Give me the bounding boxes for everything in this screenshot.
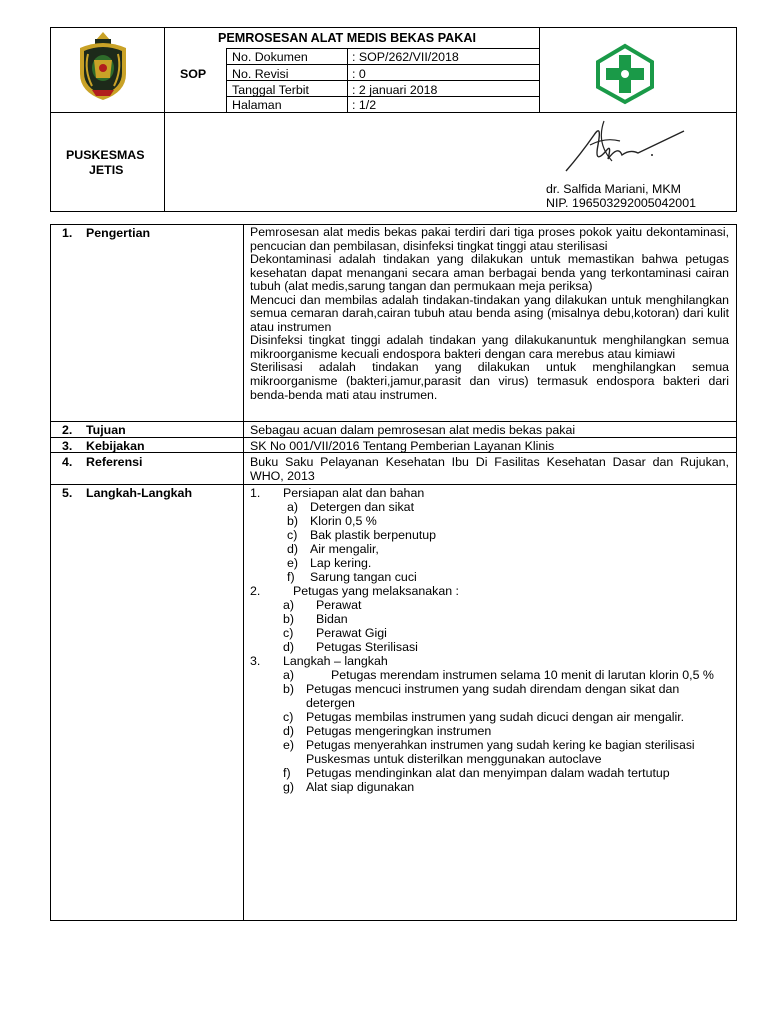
list-item-marker: d)	[287, 542, 299, 556]
document-title: PEMROSESAN ALAT MEDIS BEKAS PAKAI	[218, 31, 476, 45]
list-item-marker: f)	[283, 766, 291, 780]
list-item: Petugas mengeringkan instrumen	[306, 724, 492, 738]
step-number: 2.	[250, 584, 261, 598]
signer-name: dr. Salfida Mariani, MKM	[546, 182, 681, 196]
step-number: 3.	[250, 654, 261, 668]
section-num-referensi: 4.	[62, 455, 73, 469]
org-name-line2: JETIS	[89, 163, 124, 177]
list-item-marker: g)	[283, 780, 295, 794]
list-item-marker: a)	[283, 598, 295, 612]
list-item: Sarung tangan cuci	[310, 570, 417, 584]
pengertian-text	[250, 226, 729, 402]
yogyakarta-crest-icon	[74, 30, 132, 102]
list-item: Petugas merendam instrumen selama 10 menit di larutan klorin 0,5 %	[331, 668, 714, 682]
section-label-kebijakan: Kebijakan	[86, 439, 145, 453]
section-label-referensi: Referensi	[86, 455, 143, 469]
section-num-pengertian: 1.	[62, 226, 73, 240]
list-item-continued: Puskesmas untuk disterilkan menggunakan autoclave	[306, 752, 602, 766]
section-num-tujuan: 2.	[62, 423, 73, 437]
list-item: Petugas mendinginkan alat dan menyimpan dalam wadah tertutup	[306, 766, 670, 780]
step-number: 1.	[250, 486, 261, 500]
meta-value-dokumen: : SOP/262/VII/2018	[352, 50, 459, 64]
list-item: Perawat Gigi	[316, 626, 387, 640]
list-item: Perawat	[316, 598, 362, 612]
step-title: Petugas yang melaksanakan :	[293, 584, 460, 598]
section-num-kebijakan: 3.	[62, 439, 73, 453]
meta-value-tanggal: : 2 januari 2018	[352, 83, 438, 97]
list-item-marker: c)	[283, 626, 294, 640]
list-item: Klorin 0,5 %	[310, 514, 377, 528]
meta-value-revisi: : 0	[352, 67, 366, 81]
list-item: Alat siap digunakan	[306, 780, 415, 794]
list-item-marker: a)	[283, 668, 295, 682]
step-title: Langkah – langkah	[283, 654, 388, 668]
list-item: Petugas Sterilisasi	[316, 640, 418, 654]
pengertian-para: Dekontaminasi adalah tindakan yang dilakukan untuk memastikan bahwa petugas kesehatan dapat menangani secara aman berbagai benda yang terkontaminasi cairan tubuh (alat medis,sarung tangan dan permukaan meja periksa)	[250, 252, 729, 294]
list-item: Petugas mencuci instrumen yang sudah direndam dengan sikat dan	[306, 682, 680, 696]
signer-nip: NIP. 196503292005042001	[546, 196, 696, 210]
pengertian-para: Disinfeksi tingkat tinggi adalah tindakan yang dilakukanuntuk menghilangkan semua mikroorganisme kecuali endospora bakteri dengan cara merebus atau kimiawi	[250, 333, 729, 361]
list-item-marker: b)	[283, 612, 295, 626]
meta-label-tanggal: Tanggal Terbit	[232, 83, 309, 97]
list-item-marker: e)	[287, 556, 299, 570]
kebijakan-text: SK No 001/VII/2016 Tentang Pemberian Layanan Klinis	[250, 439, 555, 453]
referensi-text: Buku Saku Pelayanan Kesehatan Ibu Di Fasilitas Kesehatan Dasar dan Rujukan, WHO, 2013	[250, 455, 729, 483]
step-title: Persiapan alat dan bahan	[283, 486, 425, 500]
meta-label-dokumen: No. Dokumen	[232, 50, 308, 64]
list-item-marker: d)	[283, 640, 295, 654]
sop-label: SOP	[180, 67, 207, 81]
puskesmas-logo-icon	[595, 43, 655, 105]
list-item-marker: e)	[283, 738, 295, 752]
list-item: Bidan	[316, 612, 348, 626]
list-item: Detergen dan sikat	[310, 500, 415, 514]
list-item-marker: b)	[283, 682, 295, 696]
list-item: Lap kering.	[310, 556, 372, 570]
signature-icon	[560, 115, 690, 177]
list-item-marker: a)	[287, 500, 299, 514]
pengertian-para: Pemrosesan alat medis bekas pakai terdiri dari tiga proses pokok yaitu dekontaminasi, pencucian dan pembilasan, disinfeksi tingkat tinggi atau sterilisasi	[250, 225, 729, 253]
section-label-tujuan: Tujuan	[86, 423, 126, 437]
list-item-marker: c)	[287, 528, 298, 542]
list-item-marker: b)	[287, 514, 299, 528]
list-item-continued: detergen	[306, 696, 355, 710]
list-item: Petugas membilas instrumen yang sudah dicuci dengan air mengalir.	[306, 710, 685, 724]
list-item: Petugas menyerahkan instrumen yang sudah kering ke bagian sterilisasi	[306, 738, 695, 752]
pengertian-para: Mencuci dan membilas adalah tindakan-tindakan yang dilakukan untuk menghilangkan semua cemaran darah,cairan tubuh atau benda asing (misalnya debu,kotoran) dari kulit atau instrumen	[250, 292, 729, 334]
list-item-marker: d)	[283, 724, 295, 738]
meta-value-halaman: : 1/2	[352, 98, 377, 112]
tujuan-text: Sebagau acuan dalam pemrosesan alat medis bekas pakai	[250, 423, 576, 437]
meta-label-revisi: No. Revisi	[232, 67, 289, 81]
section-label-pengertian: Pengertian	[86, 226, 151, 240]
meta-label-halaman: Halaman	[232, 98, 282, 112]
list-item: Air mengalir,	[310, 542, 379, 556]
list-item-marker: c)	[283, 710, 294, 724]
section-num-langkah: 5.	[62, 486, 73, 500]
list-item: Bak plastik berpenutup	[310, 528, 437, 542]
list-item-marker: f)	[287, 570, 295, 584]
pengertian-para: Sterilisasi adalah tindakan yang dilakukan untuk menghilangkan semua mikroorganisme (bakteri,jamur,parasit dan virus) termasuk endospora bakteri dari benda-benda mati atau instrumen.	[250, 360, 729, 402]
org-name-line1: PUSKESMAS	[66, 148, 145, 162]
section-label-langkah: Langkah-Langkah	[86, 486, 193, 500]
